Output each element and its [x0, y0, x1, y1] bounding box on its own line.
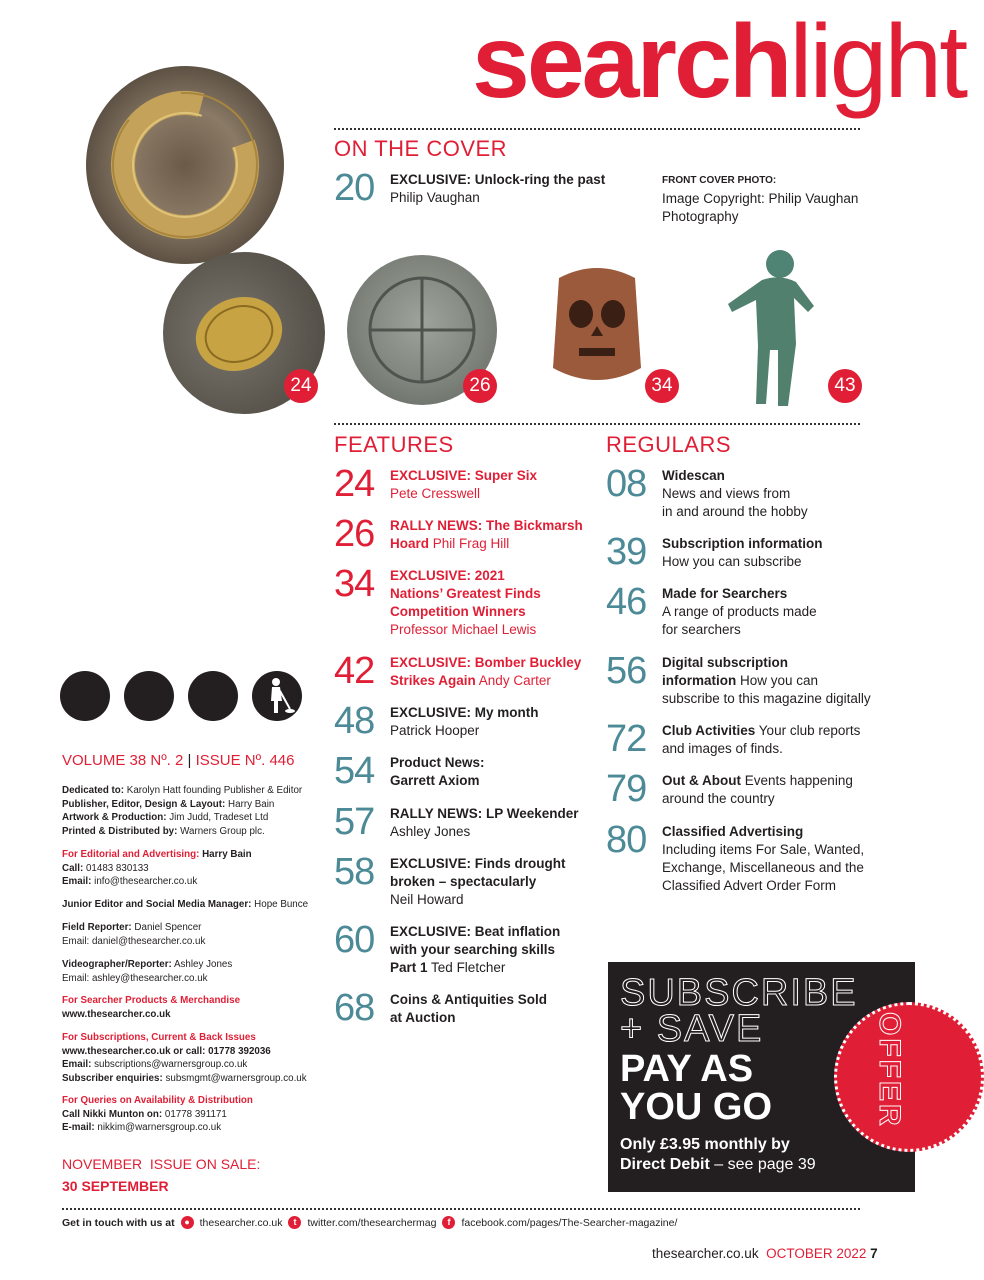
credits-field: Field Reporter: Daniel Spencer Email: daniel@thesearcher.co.uk: [62, 922, 206, 947]
footer-twitter-link[interactable]: twitter.com/thesearchermag: [307, 1216, 437, 1229]
feature-item[interactable]: [334, 650, 582, 692]
regular-desc: around the country: [662, 791, 775, 806]
cover-ring-image: [86, 66, 284, 264]
feature-title: Coins & Antiquities Sold: [390, 992, 547, 1007]
regular-item[interactable]: [606, 819, 865, 895]
feature-title: EXCLUSIVE: My month: [390, 705, 539, 720]
front-cover-photo-line1: Image Copyright: Philip Vaughan: [662, 191, 859, 206]
feature-title: Strikes Again: [390, 673, 476, 688]
feature-title: broken – spectacularly: [390, 874, 537, 889]
front-cover-credit: [662, 172, 858, 226]
dot-icon: [124, 671, 174, 721]
regular-desc: How you can: [740, 673, 819, 688]
ad-direct-debit: Direct Debit – see page 39: [620, 1156, 816, 1173]
feature-title: EXCLUSIVE: Super Six: [390, 468, 538, 483]
divider: [334, 423, 860, 425]
regular-desc: Exchange, Miscellaneous and the: [662, 860, 864, 875]
front-cover-photo-line2: Photography: [662, 209, 739, 224]
divider: [334, 128, 860, 130]
regular-item[interactable]: [606, 650, 871, 708]
feature-item[interactable]: [334, 700, 539, 742]
feature-number: 58: [334, 851, 375, 893]
thumb-page-badge-26: 26: [463, 369, 497, 403]
feature-item[interactable]: [334, 801, 579, 843]
regular-title: Out & About: [662, 773, 741, 788]
regular-number: 39: [606, 531, 647, 573]
feature-author: Ashley Jones: [390, 824, 471, 839]
feature-number: 48: [334, 700, 375, 742]
regular-item[interactable]: [606, 531, 823, 573]
volume-separator: |: [187, 752, 192, 769]
ad-offer-text: OFFER: [873, 1012, 906, 1129]
thumb-page-badge-34: 34: [645, 369, 679, 403]
regular-desc: and images of finds.: [662, 741, 783, 756]
thumb-skull-pendant[interactable]: [547, 258, 647, 392]
credits-video: Videographer/Reporter: Ashley Jones Email: ashley@thesearcher.co.uk: [62, 959, 233, 984]
feature-title: EXCLUSIVE: Beat inflation: [390, 924, 561, 939]
regular-title: Digital subscription: [662, 655, 789, 670]
page-number: 7: [870, 1246, 878, 1261]
feature-title: Product News:: [390, 755, 485, 770]
footer-date: OCTOBER 2022: [766, 1246, 867, 1261]
regular-desc: Your club reports: [758, 723, 861, 738]
feature-number: 42: [334, 650, 375, 692]
next-issue-date: 30 SEPTEMBER: [62, 1178, 169, 1194]
footer-facebook-link[interactable]: facebook.com/pages/The-Searcher-magazine/: [461, 1216, 678, 1229]
cover-story-title: EXCLUSIVE: Unlock-ring the past: [390, 172, 606, 187]
credits-junior: Junior Editor and Social Media Manager: Hope Bunce: [62, 899, 309, 910]
ad-subscribe: SUBSCRIBE: [620, 972, 858, 1014]
feature-number: 54: [334, 750, 375, 792]
volume-issue: [62, 752, 294, 769]
regular-number: 46: [606, 581, 647, 623]
ad-offer-circle: [834, 1002, 984, 1152]
feature-number: 26: [334, 513, 375, 555]
regular-desc: in and around the hobby: [662, 504, 808, 519]
regular-number: 08: [606, 463, 647, 505]
feature-title: RALLY NEWS: The Bickmarsh: [390, 518, 583, 533]
feature-number: 57: [334, 801, 375, 843]
regular-item[interactable]: [606, 768, 853, 810]
feature-number: 60: [334, 919, 375, 961]
feature-author: Pete Cresswell: [390, 486, 481, 501]
feature-author: Neil Howard: [390, 892, 464, 907]
dot-icon: [60, 671, 110, 721]
feature-author: Phil Frag Hill: [432, 536, 510, 551]
regular-desc: A range of products made: [662, 604, 817, 619]
features-heading: FEATURES: [334, 432, 454, 457]
ad-you-go: YOU GO: [620, 1086, 773, 1128]
feature-title: Garrett Axiom: [390, 773, 480, 788]
regular-desc: subscribe to this magazine digitally: [662, 691, 871, 706]
regular-title: Made for Searchers: [662, 586, 788, 601]
regular-desc: Classified Advert Order Form: [662, 878, 837, 893]
credits-subscriptions: For Subscriptions, Current & Back Issues www.thesearcher.co.uk or call: 01778 392036 Email: subscriptions@warnersgroup.co.uk Subscriber enquiries: subsmgmt@warnersgroup.co.uk: [62, 1032, 307, 1084]
feature-author: Ted Fletcher: [431, 960, 506, 975]
on-the-cover-heading: ON THE COVER: [334, 136, 508, 161]
feature-title: EXCLUSIVE: Finds drought: [390, 856, 566, 871]
next-issue-label: NOVEMBER ISSUE ON SALE:: [62, 1156, 261, 1172]
front-cover-photo-label: FRONT COVER PHOTO:: [662, 175, 777, 186]
ad-price: Only £3.95 monthly by: [620, 1136, 790, 1153]
regular-item[interactable]: [606, 463, 808, 521]
facebook-icon: f: [442, 1216, 455, 1229]
page-footer: [652, 1246, 878, 1261]
website-link[interactable]: www.thesearcher.co.uk: [62, 1008, 171, 1020]
thumb-figurine[interactable]: [722, 246, 826, 412]
subscribe-ad[interactable]: [608, 962, 915, 1192]
regular-desc: for searchers: [662, 622, 741, 637]
dot-icon: [188, 671, 238, 721]
feature-title: RALLY NEWS: LP Weekender: [390, 806, 579, 821]
divider: [62, 1208, 860, 1210]
cover-story[interactable]: [334, 167, 606, 209]
masthead-logo: searchlight: [472, 4, 966, 120]
email-link[interactable]: info@thesearcher.co.uk: [94, 876, 198, 887]
regular-desc: Including items For Sale, Wanted,: [662, 842, 865, 857]
feature-title: EXCLUSIVE: Bomber Buckley: [390, 655, 582, 670]
feature-item[interactable]: [334, 919, 561, 977]
thumb-page-badge-24: 24: [284, 369, 318, 403]
regular-title: Widescan: [662, 468, 725, 483]
credits-block: Dedicated to: Karolyn Hatt founding Publisher & Editor Publisher, Editor, Design & Layout: Harry Bain Artwork & Production: Jim Judd, Tradeset Ltd Printed & Distributed by: Warners Group plc.: [62, 785, 303, 837]
regular-desc: Events happening: [744, 773, 853, 788]
feature-title: Competition Winners: [390, 604, 526, 619]
feature-item[interactable]: [334, 563, 541, 639]
feature-title: Part 1: [390, 960, 428, 975]
regular-desc: How you can subscribe: [662, 554, 802, 569]
regulars-heading: REGULARS: [606, 432, 732, 457]
decorative-dots: [60, 671, 302, 721]
footer-site: thesearcher.co.uk: [652, 1246, 759, 1261]
regular-item[interactable]: [606, 718, 861, 760]
feature-item[interactable]: [334, 987, 547, 1029]
ad-pay-as: PAY AS: [620, 1048, 754, 1090]
credits-editorial: For Editorial and Advertising: Harry Bain Call: 01483 830133 Email: info@thesearcher.co.uk: [62, 849, 252, 887]
twitter-icon: t: [288, 1216, 301, 1229]
feature-title: Hoard: [390, 536, 430, 551]
footer-contact: [62, 1216, 677, 1229]
feature-item[interactable]: [334, 463, 538, 505]
feature-number: 34: [334, 563, 375, 605]
ad-save: + SAVE: [620, 1008, 764, 1050]
regular-number: 80: [606, 819, 647, 861]
regular-number: 79: [606, 768, 647, 810]
credits-queries: For Queries on Availability & Distribution Call Nikki Munton on: 01778 391171 E-mail: nikkim@warnersgroup.co.uk: [62, 1095, 253, 1133]
feature-author: Professor Michael Lewis: [390, 622, 537, 637]
regular-item[interactable]: [606, 581, 817, 639]
regular-title: Club Activities: [662, 723, 756, 738]
thumb-page-badge-43: 43: [828, 369, 862, 403]
issue-number: ISSUE Nº. 446: [195, 752, 295, 769]
feature-title: EXCLUSIVE: 2021: [390, 568, 505, 583]
regular-title: Subscription information: [662, 536, 823, 551]
footer-web-link[interactable]: thesearcher.co.uk: [199, 1216, 283, 1229]
regular-number: 72: [606, 718, 647, 760]
cover-story-author: Philip Vaughan: [390, 190, 480, 205]
regular-title: information: [662, 673, 737, 688]
feature-item[interactable]: [334, 513, 583, 555]
feature-author: Patrick Hooper: [390, 723, 480, 738]
feature-title: Nations’ Greatest Finds: [390, 586, 541, 601]
regular-desc: News and views from: [662, 486, 791, 501]
feature-item[interactable]: [334, 750, 485, 792]
feature-number: 68: [334, 987, 375, 1029]
web-icon: ●: [181, 1216, 194, 1229]
feature-title: at Auction: [390, 1010, 456, 1025]
feature-title: with your searching skills: [390, 942, 556, 957]
cover-story-number: 20: [334, 167, 375, 209]
footer-touch-label: Get in touch with us at: [62, 1216, 175, 1229]
volume-number: VOLUME 38 Nº. 2: [62, 752, 184, 769]
credits-products: For Searcher Products & Merchandise www.thesearcher.co.uk: [62, 995, 241, 1020]
feature-item[interactable]: [334, 851, 566, 909]
metal-detectorist-icon: [252, 671, 302, 721]
regular-number: 56: [606, 650, 647, 692]
feature-author: Andy Carter: [478, 673, 551, 688]
regular-title: Classified Advertising: [662, 824, 804, 839]
feature-number: 24: [334, 463, 375, 505]
